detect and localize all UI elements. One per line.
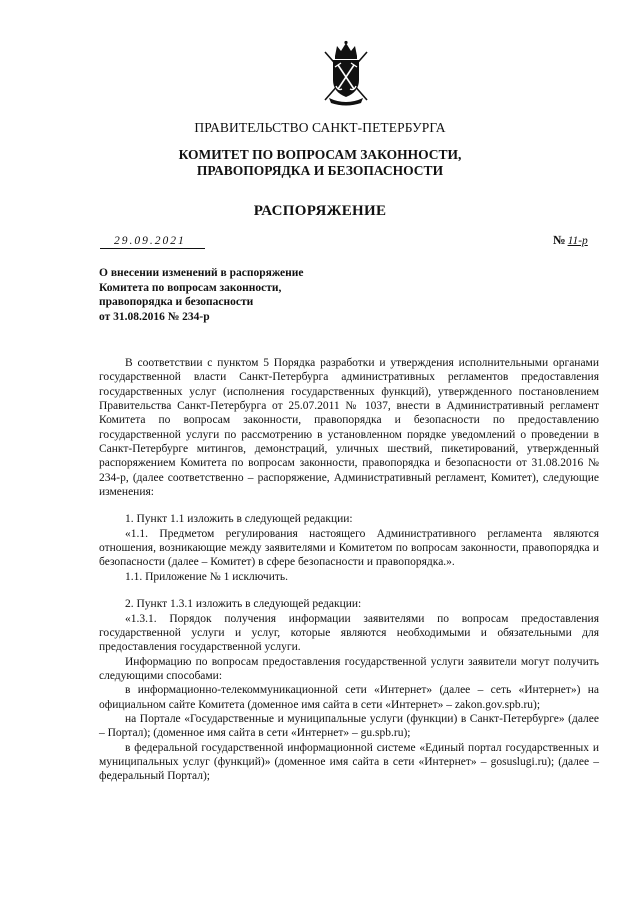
item-2-way-portal: на Портале «Государственные и муниципальные услуги (функции) в Санкт-Петербурге» (далее – Портал); (доменное имя сайта в сети «Интернет» – gu.spb.ru);: [99, 712, 599, 740]
subject-line-3: правопорядка и безопасности: [99, 296, 254, 309]
committee-name-line-1: КОМИТЕТ ПО ВОПРОСАМ ЗАКОННОСТИ,: [178, 147, 462, 162]
subject-line-4: от 31.08.2016 № 234-р: [99, 310, 210, 323]
number-sign: №: [553, 233, 566, 247]
item-1-quote: «1.1. Предметом регулирования настоящего Административного регламента являются отношения, возникающие между заявителями и Комитетом по вопросам законности, правопорядка и безопасности (далее – Комитет) в сфере безопасности и правопорядка.».: [99, 527, 599, 569]
subject-line-1: О внесении изменений в распоряжение: [99, 267, 304, 279]
document-subject: [99, 266, 359, 324]
number-value: 11-р: [567, 235, 588, 247]
government-title: ПРАВИТЕЛЬСТВО САНКТ-ПЕТЕРБУРГА: [194, 120, 446, 135]
coat-of-arms-icon: [321, 40, 371, 106]
document-type: РАСПОРЯЖЕНИЕ: [253, 203, 387, 219]
item-2-quote: «1.3.1. Порядок получения информации заявителями по вопросам предоставления государственной услуги и услуг, которые являются необходимыми и обязательными для предоставления государственной услуги.: [99, 612, 599, 654]
document-body: [99, 356, 599, 784]
item-2-heading: 2. Пункт 1.3.1 изложить в следующей редакции:: [125, 598, 362, 611]
item-2-info: Информацию по вопросам предоставления государственной услуги заявители могут получить следующими способами:: [99, 655, 599, 682]
intro-paragraph: В соответствии с пунктом 5 Порядка разработки и утверждения исполнительными органами государственной власти Санкт-Петербурга административных регламентов предоставления государственных услуг (исполнения государственных функций), утвержденного постановлением Правительства Санкт-Петербурга от 25.07.2011 № 1037, внести в Административный регламент Комитета по вопросам законности, правопорядка и безопасности по предоставлению государственной услуги по рассмотрению в установленном порядке уведомлений о проведении в Санкт-Петербурге митингов, демонстраций, уличных шествий, пикетирований, утвержденный распоряжением Комитета по вопросам законности, правопорядка и безопасности от 31.08.2016 № 234-р, (далее соответственно – распоряжение, Административный регламент, Комитет), следующие изменения:: [99, 357, 599, 499]
document-date: 29.09.2021: [100, 233, 205, 249]
item-1-1: 1.1. Приложение № 1 исключить.: [125, 570, 289, 583]
committee-name: [0, 147, 640, 179]
document-number: [553, 233, 588, 248]
item-1-heading: 1. Пункт 1.1 изложить в следующей редакции:: [125, 513, 353, 526]
item-2-way-federal-portal: в федеральной государственной информационной системе «Единый портал государственных и муниципальных услуг (функций)» (доменное имя сайта в сети «Интернет» – gosuslugi.ru); (далее – федеральный Портал);: [99, 741, 599, 783]
committee-name-line-2: ПРАВОПОРЯДКА И БЕЗОПАСНОСТИ: [196, 163, 444, 178]
item-2-way-website: в информационно-телекоммуникационной сети «Интернет» (далее – сеть «Интернет») на официальном сайте Комитета (доменное имя сайта в сети «Интернет» – zakon.gov.spb.ru);: [99, 684, 599, 711]
subject-line-2: Комитета по вопросам законности,: [99, 281, 282, 294]
